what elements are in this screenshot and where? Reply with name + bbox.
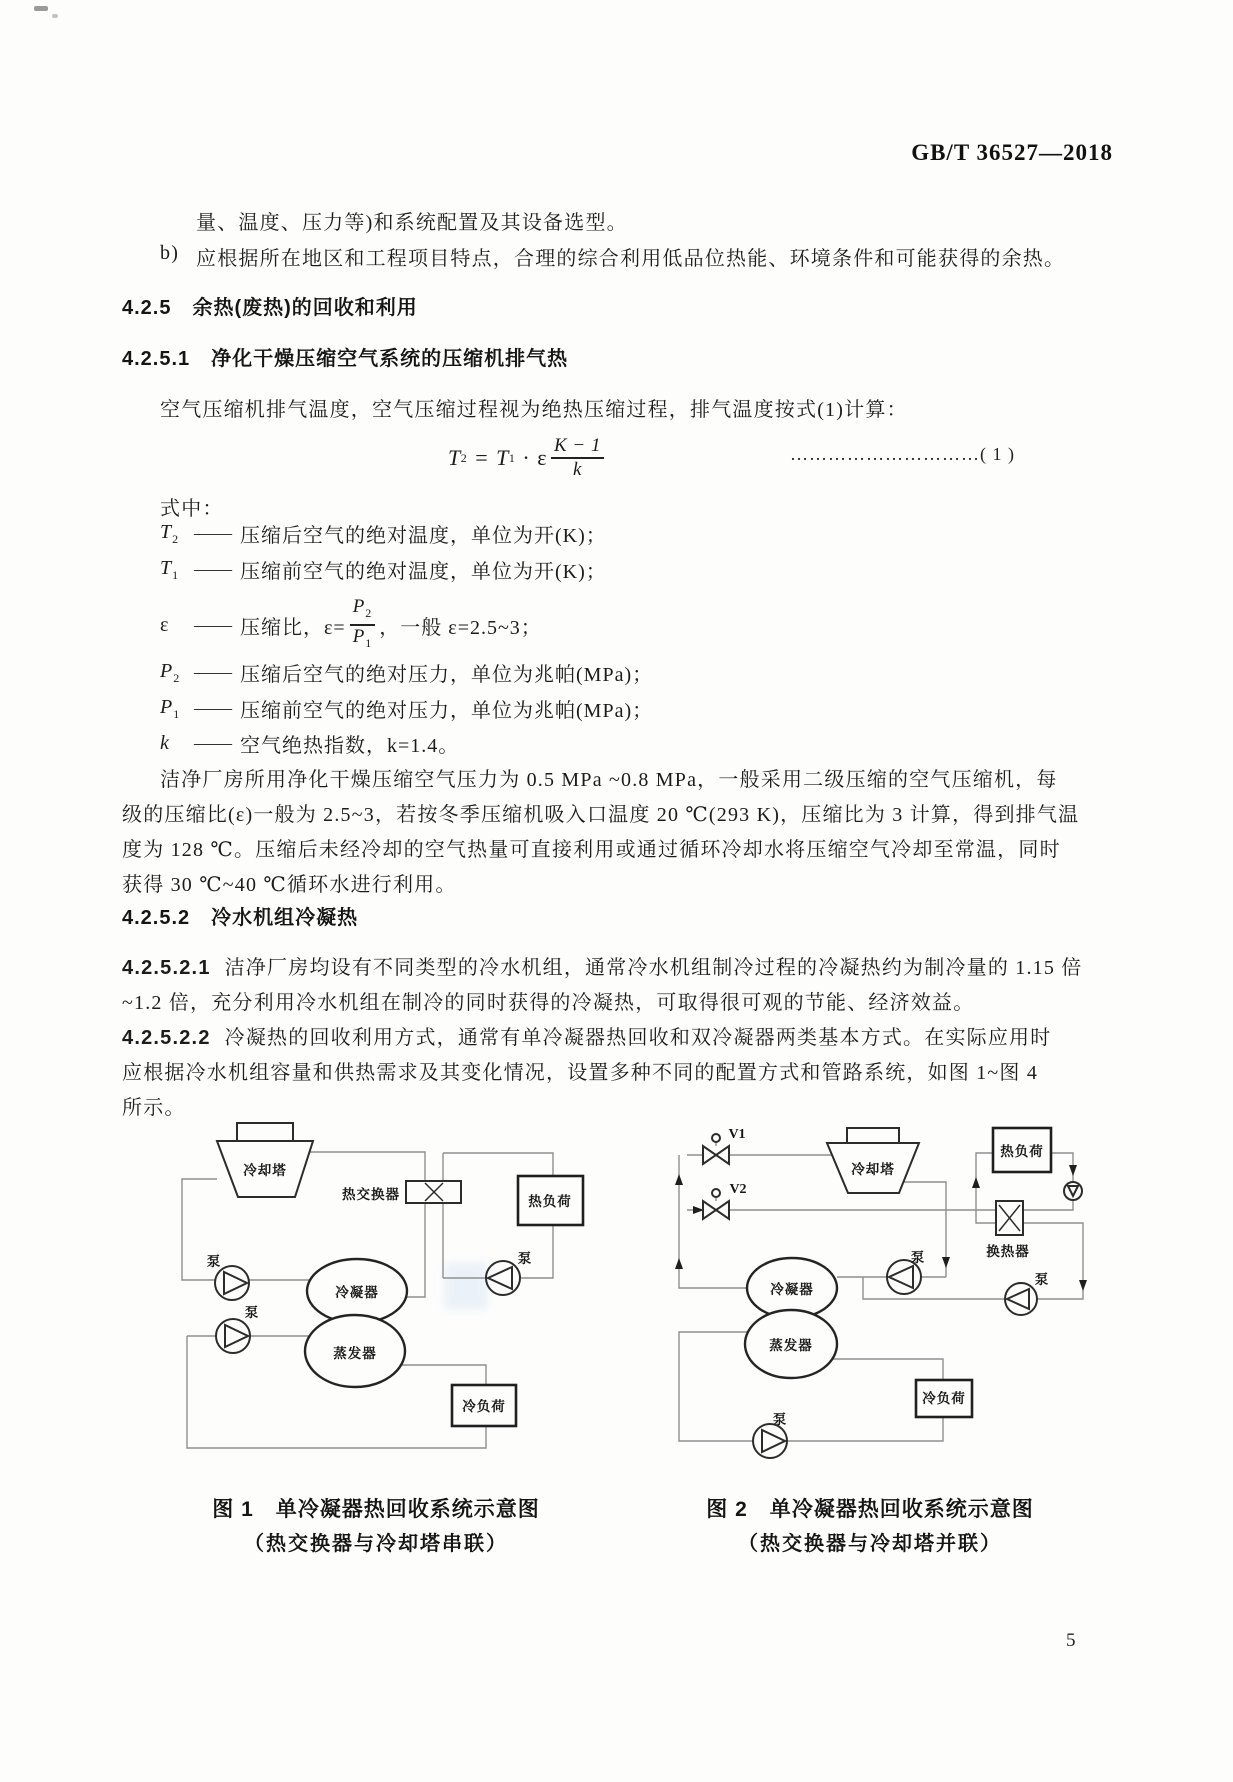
- def-text: 压缩前空气的绝对温度，单位为开(K)；: [240, 561, 607, 583]
- list-item-b: [160, 242, 1065, 271]
- equation-number: ( 1 ): [980, 444, 1015, 464]
- def-text-post: ，一般 ε=2.5~3；: [379, 616, 542, 639]
- condenser-label: 冷凝器: [770, 1282, 814, 1297]
- def-symbol: P: [160, 659, 174, 682]
- pump-label: 泵: [910, 1250, 926, 1265]
- equation-1: [448, 430, 608, 486]
- section-heading-4251: 4.2.5.1 净化干燥压缩空气系统的压缩机排气热: [122, 348, 569, 370]
- v1-label: V1: [728, 1127, 746, 1142]
- def-dash: ——: [194, 613, 230, 636]
- def-text: 压缩前空气的绝对压力，单位为兆帕(MPa)；: [240, 700, 654, 722]
- eq-frac-num: K − 1: [554, 435, 601, 456]
- evaporator-icon: [745, 1310, 837, 1378]
- list-item-b-label: b): [160, 242, 180, 264]
- def-symbol-sub: 2: [172, 531, 180, 546]
- def-symbol: T: [160, 556, 173, 579]
- condenser-icon: [307, 1259, 407, 1323]
- fig1-caption-title: 单冷凝器热回收系统示意图: [275, 1498, 540, 1521]
- frac-num-sub: 2: [365, 606, 373, 620]
- dots-leader: …………………………: [790, 444, 980, 464]
- def-dash: ——: [194, 661, 230, 683]
- pump-label: 泵: [772, 1412, 788, 1427]
- pump-icon: [1064, 1182, 1082, 1200]
- def-symbol-sub: 1: [173, 706, 181, 721]
- paragraph-line: 所示。: [122, 1097, 186, 1119]
- pump-icon: [887, 1249, 925, 1294]
- hx-label: 换热器: [986, 1244, 1030, 1259]
- eq-equals: =: [475, 445, 489, 470]
- evaporator-label: 蒸发器: [769, 1338, 813, 1353]
- scan-speck: [52, 14, 58, 18]
- def-dash: ——: [194, 697, 230, 719]
- def-symbol: P: [160, 695, 174, 718]
- pump-label: 泵: [517, 1251, 533, 1266]
- pump-icon: [216, 1304, 259, 1353]
- pump-icon: [1005, 1271, 1049, 1315]
- cooling-tower-icon: [827, 1128, 919, 1193]
- intro-line: 量、温度、压力等)和系统配置及其设备选型。: [196, 212, 628, 234]
- fig1-caption-sub: （热交换器与冷却塔串联）: [244, 1533, 508, 1555]
- definition-row: [160, 658, 653, 687]
- cooling-tower-icon: [217, 1123, 313, 1197]
- heat-load-label: 热负荷: [528, 1194, 572, 1209]
- paragraph-line: 洁净厂房所用净化干燥压缩空气压力为 0.5 MPa ~0.8 MPa，一般采用二级压缩的空气压缩机，每: [160, 769, 1058, 791]
- def-dash: ——: [194, 558, 230, 580]
- frac-den-sub: 1: [365, 635, 373, 650]
- pump-label: 泵: [1034, 1272, 1050, 1287]
- eq-t1: T: [496, 445, 509, 470]
- valve-icon: [703, 1182, 747, 1219]
- def-symbol-sub: 1: [172, 567, 180, 582]
- scan-speck: [34, 6, 48, 11]
- list-item-b-text: 应根据所在地区和工程项目特点，合理的综合利用低品位热能、环境条件和可能获得的余热。: [196, 248, 1066, 270]
- fig2-diagram: [640, 1115, 1140, 1475]
- paragraph-text: 冷凝热的回收利用方式，通常有单冷凝器热回收和双冷凝器两类基本方式。在实际应用时: [224, 1027, 1052, 1049]
- eq-epsilon: ε: [537, 445, 547, 470]
- pump-label: 泵: [244, 1305, 260, 1320]
- v2-label: V2: [729, 1182, 747, 1197]
- fig1-caption-number: 图 1: [212, 1498, 254, 1521]
- eq-middot: ·: [522, 445, 531, 470]
- cool-load-label: 冷负荷: [922, 1391, 966, 1406]
- cool-load-label: 冷负荷: [462, 1399, 506, 1414]
- fig2-caption-number: 图 2: [706, 1498, 748, 1521]
- paragraph-line: 应根据冷水机组容量和供热需求及其变化情况，设置多种不同的配置方式和管路系统，如图 1~图 4: [122, 1062, 1039, 1084]
- paragraph-line: 级的压缩比(ε)一般为 2.5~3，若按冬季压缩机吸入口温度 20 ℃(293 K)，压缩比为 3 计算，得到排气温: [122, 804, 1080, 826]
- def-symbol: T: [160, 520, 173, 543]
- cooling-load-box: [916, 1380, 972, 1417]
- clause-number: 4.2.5.2.1: [122, 957, 211, 979]
- equation-dots: [700, 444, 1015, 465]
- epsilon-fraction: [350, 596, 376, 654]
- frac-den: P: [352, 626, 366, 647]
- tower-label: 冷却塔: [243, 1163, 287, 1178]
- heat-load-box: [993, 1128, 1051, 1172]
- definition-row: [160, 519, 607, 548]
- def-symbol: ε: [160, 613, 170, 636]
- def-symbol-sub: 2: [173, 670, 181, 685]
- paragraph-42522-line1: [122, 1021, 1051, 1050]
- tower-label: 冷却塔: [851, 1162, 895, 1177]
- page-number: 5: [1066, 1630, 1076, 1651]
- frac-num: P: [352, 596, 366, 618]
- paragraph-42521-line1: [122, 951, 1082, 980]
- condenser-label: 冷凝器: [335, 1285, 379, 1300]
- paragraph-line: 获得 30 ℃~40 ℃循环水进行利用。: [122, 874, 457, 896]
- heat-load-box: [518, 1176, 583, 1225]
- paragraph-line: ~1.2 倍，充分利用冷水机组在制冷的同时获得的冷凝热，可取得很可观的节能、经济效益。: [122, 992, 975, 1014]
- paragraph-line: 度为 128 ℃。压缩后未经冷却的空气热量可直接利用或通过循环冷却水将压缩空气冷却至常温，同时: [122, 839, 1061, 861]
- eq-t2: T: [448, 445, 461, 470]
- pump-icon: [753, 1411, 787, 1458]
- heat-exchanger-icon: [342, 1181, 461, 1203]
- pump-icon: [207, 1253, 249, 1300]
- def-dash: ——: [194, 732, 230, 754]
- eq-frac-den: k: [573, 459, 582, 480]
- def-text: 压缩后空气的绝对温度，单位为开(K)；: [240, 525, 607, 547]
- standard-code: GB/T 36527—2018: [911, 140, 1113, 165]
- def-symbol: k: [160, 732, 170, 754]
- fig2-caption-sub: （热交换器与冷却塔并联）: [738, 1533, 1002, 1555]
- pump-icon: [486, 1250, 532, 1295]
- def-text: 空气绝热指数，k=1.4。: [240, 735, 460, 757]
- section-heading-4252: 4.2.5.2 冷水机组冷凝热: [122, 907, 359, 929]
- eq-exponent-fraction: [551, 435, 604, 481]
- definition-row-epsilon: [160, 596, 542, 654]
- where-label: 式中：: [160, 498, 224, 520]
- definition-row: [160, 555, 607, 584]
- pump-label: 泵: [206, 1254, 222, 1269]
- clause-number: 4.2.5.2.2: [122, 1027, 211, 1049]
- fig1-caption: [150, 1493, 602, 1523]
- heat-load-label: 热负荷: [1000, 1144, 1044, 1159]
- paragraph-text: 洁净厂房均设有不同类型的冷水机组，通常冷水机组制冷过程的冷凝热约为制冷量的 1.15 倍: [224, 957, 1083, 979]
- section-heading-425: 4.2.5 余热(废热)的回收和利用: [122, 297, 418, 319]
- cooling-load-box: [452, 1385, 516, 1426]
- def-text: 压缩后空气的绝对压力，单位为兆帕(MPa)；: [240, 664, 654, 686]
- definition-row: [160, 694, 653, 723]
- valve-icon: [703, 1127, 746, 1164]
- hx-label: 热交换器: [342, 1187, 400, 1202]
- def-dash: ——: [194, 522, 230, 544]
- def-text-pre: 压缩比，ε=: [240, 616, 346, 639]
- fig2-caption: [640, 1493, 1100, 1523]
- fig1-diagram: [150, 1115, 602, 1460]
- eq-t2-sub: 2: [460, 450, 468, 465]
- fig2-caption-title: 单冷凝器热回收系统示意图: [769, 1498, 1034, 1521]
- definition-row: [160, 729, 459, 758]
- evaporator-label: 蒸发器: [333, 1346, 377, 1361]
- evaporator-icon: [305, 1315, 405, 1387]
- eq-t1-sub: 1: [508, 450, 516, 465]
- formula-intro: 空气压缩机排气温度，空气压缩过程视为绝热压缩过程，排气温度按式(1)计算：: [160, 399, 908, 421]
